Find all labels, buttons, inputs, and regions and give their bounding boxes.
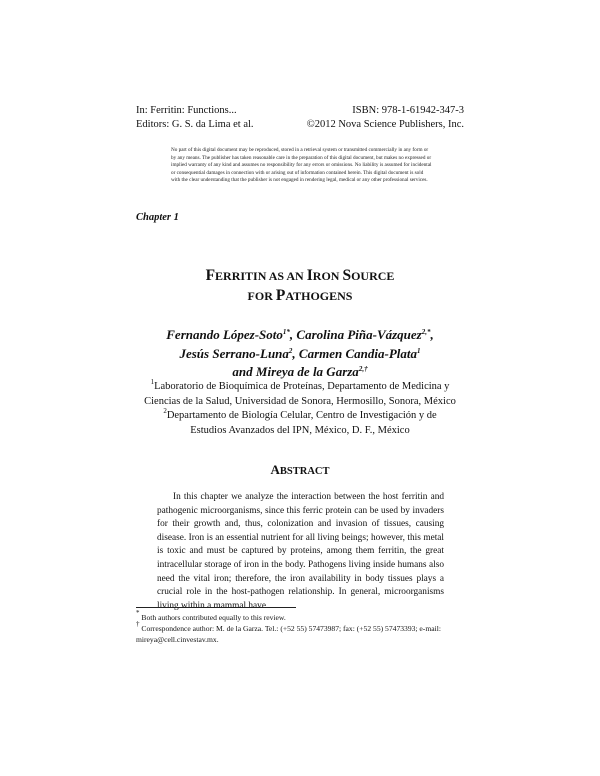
author-name: , Carolina Piña-Vázquez bbox=[289, 327, 422, 342]
author-affil-mark: 1 bbox=[417, 346, 421, 355]
affiliation-1-line-2: Ciencias de la Salud, Universidad de Sonora, Hermosillo, Sonora, México bbox=[144, 395, 456, 407]
footnote-1 bbox=[136, 609, 466, 623]
isbn-line: ISBN: 978-1-61942-347-3 bbox=[352, 105, 464, 116]
title-word: OURCE bbox=[351, 269, 395, 283]
title-initial: S bbox=[342, 267, 352, 284]
author-affil-mark: 2,† bbox=[358, 365, 368, 373]
heading-rest: BSTRACT bbox=[279, 466, 330, 477]
footnote-mark: * bbox=[136, 609, 140, 617]
author-name: and Mireya de la Garza bbox=[232, 364, 359, 379]
title-line-1 bbox=[0, 266, 600, 286]
author-line-3 bbox=[0, 363, 600, 382]
title-word: ATHOGENS bbox=[285, 289, 353, 303]
author-name: Jesús Serrano-Luna bbox=[179, 345, 289, 361]
title-line-2 bbox=[0, 286, 600, 306]
author-affil-mark: 1* bbox=[282, 328, 290, 336]
affiliation-2-line-2: Estudios Avanzados del IPN, México, D. F., México bbox=[190, 424, 410, 436]
author-name: , Carmen Candia-Plata bbox=[292, 345, 418, 361]
abstract-body: In this chapter we analyze the interaction between the host ferritin and pathogenic microorganisms, since this ferric protein can be used by invaders for their growth and, thus, colonization and invasion of tissues, causing disease. Iron is an essential nutrient for all living beings; however, this metal is toxic and must be captured by proteins, among them ferritin, the great intracellular storage of iron in the body. Pathogens living inside humans also need the vital iron; therefore, the iron availability in body tissues plays a crucial role in the host-pathogen relationship. In general, microorganisms living within a mammal have bbox=[157, 492, 444, 611]
title-word: RON bbox=[312, 269, 343, 283]
footnote-text: Correspondence author: M. de la Garza. Tel.: (+52 55) 57473987; fax: (+52 55) 57473393; e-mail: mireya@cell.cinvestav.mx. bbox=[136, 624, 441, 644]
footnote-mark: † bbox=[136, 620, 140, 628]
footnote-text: Both authors contributed equally to this review. bbox=[139, 613, 286, 622]
author-affil-mark: 2 bbox=[288, 346, 293, 355]
chapter-title bbox=[0, 266, 600, 306]
copyright-notice: No part of this digital document may be reproduced, stored in a retrieval system or transmitted commercially in any form or by any means. The publisher has taken reasonable care in the preparation of this digital document, but makes no expressed or implied warranty of any kind and assumes no responsibility for any errors or omissions. No liability is assumed for incidental or consequential damages in connection with or arising out of information contained herein. This digital document is sold with the clear understanding that the publisher is not engaged in rendering legal, medical or any other professional services. bbox=[171, 147, 432, 184]
affiliation-2-line-1 bbox=[0, 409, 600, 424]
footnote-divider bbox=[136, 607, 296, 608]
affiliation-1-line-1 bbox=[0, 380, 600, 395]
title-initial: I bbox=[306, 267, 313, 284]
book-header-right bbox=[307, 104, 464, 132]
title-word: FOR bbox=[247, 289, 276, 303]
editors-line: Editors: G. S. da Lima et al. bbox=[136, 119, 254, 130]
title-word: ERRITIN AS AN bbox=[215, 269, 307, 283]
author-list bbox=[0, 326, 600, 382]
affiliations bbox=[0, 380, 600, 438]
title-initial: P bbox=[275, 287, 286, 304]
affiliation-mark: 1 bbox=[150, 378, 155, 386]
abstract-heading bbox=[0, 462, 600, 478]
author-name: Fernando López-Soto bbox=[166, 327, 283, 342]
affiliation-text: Laboratorio de Bioquímica de Proteínas, Departamento de Medicina y bbox=[154, 381, 450, 392]
affiliation-mark: 2 bbox=[163, 407, 167, 416]
affiliation-text: Departamento de Biología Celular, Centro de Investigación y de bbox=[166, 410, 437, 422]
footnote-2 bbox=[136, 620, 466, 645]
copyright-line: ©2012 Nova Science Publishers, Inc. bbox=[306, 119, 464, 130]
author-line-1 bbox=[0, 326, 600, 345]
book-title-line: In: Ferritin: Functions... bbox=[136, 105, 237, 116]
book-header-left bbox=[136, 104, 254, 132]
author-line-2 bbox=[0, 345, 600, 364]
author-affil-mark: 2,* bbox=[421, 328, 431, 336]
heading-initial: A bbox=[270, 462, 280, 477]
title-initial: F bbox=[205, 267, 216, 284]
author-separator: , bbox=[430, 327, 434, 342]
chapter-label: Chapter 1 bbox=[136, 212, 179, 223]
